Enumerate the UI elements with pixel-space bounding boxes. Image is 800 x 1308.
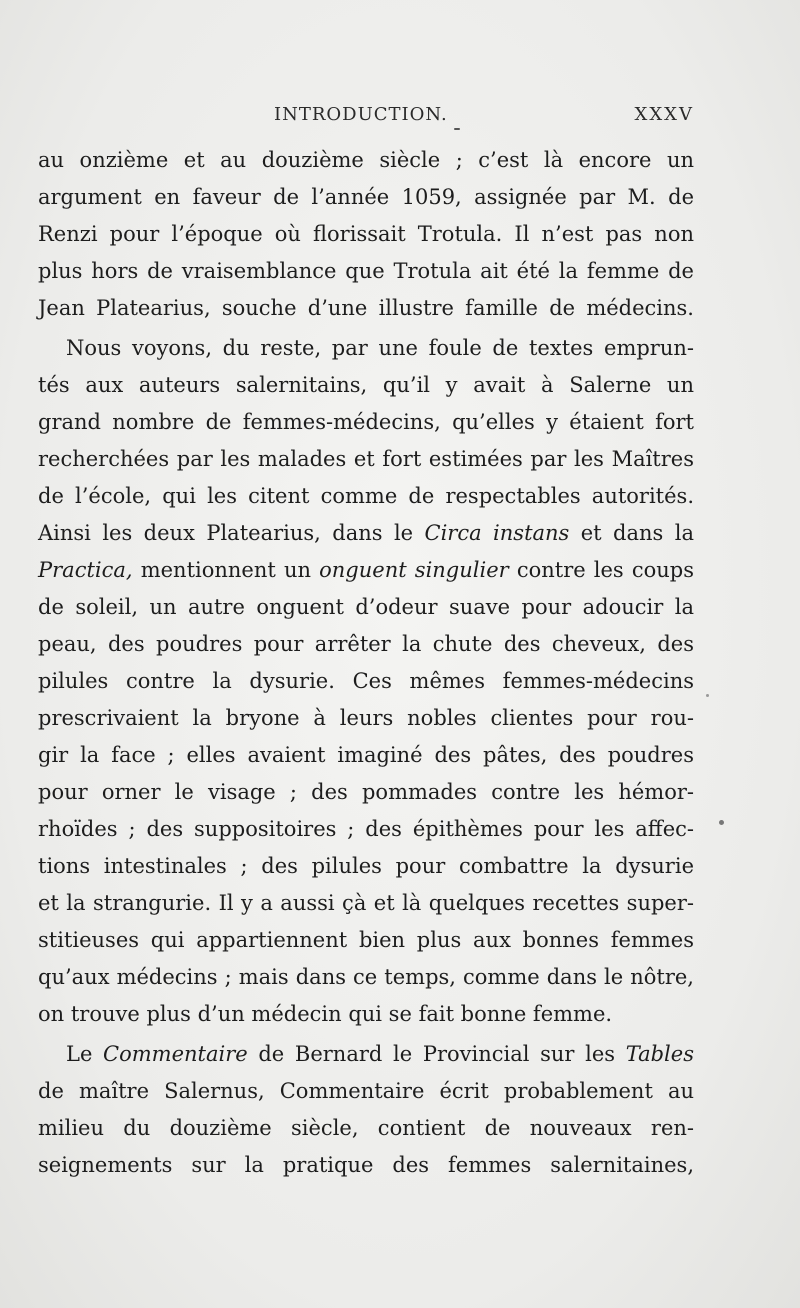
text-run: Nous voyons, du reste, par une foule de textes emprun-: [66, 336, 694, 360]
body-text: [38, 142, 694, 1184]
text-run: pilules contre la dysurie. Ces mêmes femmes-médecins: [38, 669, 694, 693]
text-run: de soleil, un autre onguent d’odeur suave pour adoucir la: [38, 595, 694, 619]
text-line: [38, 179, 694, 216]
text-run: Le: [66, 1042, 104, 1066]
text-run: au onzième et au douzième siècle ; c’est là encore un: [38, 148, 694, 172]
text-run: peau, des poudres pour arrêter la chute des cheveux, des: [38, 632, 694, 656]
text-line: [38, 404, 694, 441]
text-line: [38, 253, 694, 290]
italic-run: Circa instans: [424, 521, 570, 545]
text-line: [38, 737, 694, 774]
text-run: contre les coups: [508, 558, 694, 582]
text-run: grand nombre de femmes-médecins, qu’elles y étaient fort: [38, 410, 694, 434]
text-run: tés aux auteurs salernitains, qu’il y avait à Salerne un: [38, 373, 694, 397]
text-line: [38, 774, 694, 811]
ink-speck: [454, 128, 460, 130]
text-line: [38, 996, 694, 1033]
text-run: et la strangurie. Il y a aussi çà et là quelques recettes super-: [38, 891, 694, 915]
text-run: de Bernard le Provincial sur les: [247, 1042, 626, 1066]
page-header: [38, 104, 694, 134]
text-run: rhoïdes ; des suppositoires ; des épithèmes pour les affec-: [38, 817, 694, 841]
italic-run: Tables: [625, 1042, 694, 1066]
text-line: [38, 1036, 694, 1073]
text-line: [38, 589, 694, 626]
text-run: on trouve plus d’un médecin qui se fait bonne femme.: [38, 1002, 613, 1026]
text-line: [38, 1073, 694, 1110]
text-run: de maître Salernus, Commentaire écrit probablement au: [38, 1079, 694, 1103]
text-run: seignements sur la pratique des femmes salernitaines,: [38, 1153, 694, 1177]
text-line: [38, 478, 694, 515]
ink-speck: [706, 694, 709, 697]
text-run: Ainsi les deux Platearius, dans le: [38, 521, 425, 545]
text-line: [38, 515, 694, 552]
text-run: de l’école, qui les citent comme de respectables autorités.: [38, 484, 694, 508]
italic-run: Commentaire: [103, 1042, 248, 1066]
italic-run: onguent singulier: [319, 558, 509, 582]
text-run: recherchées par les malades et fort estimées par les Maîtres: [38, 447, 694, 471]
text-run: qu’aux médecins ; mais dans ce temps, comme dans le nôtre,: [38, 965, 694, 989]
text-line: [38, 959, 694, 996]
text-run: stitieuses qui appartiennent bien plus aux bonnes femmes: [38, 928, 694, 952]
running-head: INTRODUCTION.: [274, 104, 448, 125]
text-run: pour orner le visage ; des pommades contre les hémor-: [38, 780, 694, 804]
text-line: [38, 848, 694, 885]
text-run: gir la face ; elles avaient imaginé des pâtes, des poudres: [38, 743, 694, 767]
text-run: plus hors de vraisemblance que Trotula ait été la femme de: [38, 259, 694, 283]
text-line: [38, 922, 694, 959]
text-line: [38, 811, 694, 848]
text-line: [38, 1110, 694, 1147]
text-run: Renzi pour l’époque où florissait Trotula. Il n’est pas non: [38, 222, 694, 246]
text-line: [38, 626, 694, 663]
text-line: [38, 885, 694, 922]
text-run: tions intestinales ; des pilules pour combattre la dysurie: [38, 854, 694, 878]
text-run: Jean Platearius, souche d’une illustre famille de médecins.: [38, 296, 694, 320]
text-line: [38, 367, 694, 404]
text-line: [38, 216, 694, 253]
page-number: XXXV: [634, 104, 694, 125]
text-line: [38, 663, 694, 700]
text-line: [38, 330, 694, 367]
text-run: milieu du douzième siècle, contient de nouveaux ren-: [38, 1116, 694, 1140]
paragraph: [38, 1036, 694, 1184]
text-line: [38, 441, 694, 478]
text-line: [38, 1147, 694, 1184]
text-run: et dans la: [569, 521, 694, 545]
ink-speck: [719, 820, 724, 825]
text-run: prescrivaient la bryone à leurs nobles clientes pour rou-: [38, 706, 694, 730]
text-run: argument en faveur de l’année 1059, assignée par M. de: [38, 185, 694, 209]
text-line: [38, 290, 694, 327]
paragraph: [38, 330, 694, 1033]
paragraph: [38, 142, 694, 327]
italic-run: Practica,: [38, 558, 133, 582]
text-line: [38, 142, 694, 179]
text-line: [38, 552, 694, 589]
text-run: mentionnent un: [132, 558, 320, 582]
text-line: [38, 700, 694, 737]
